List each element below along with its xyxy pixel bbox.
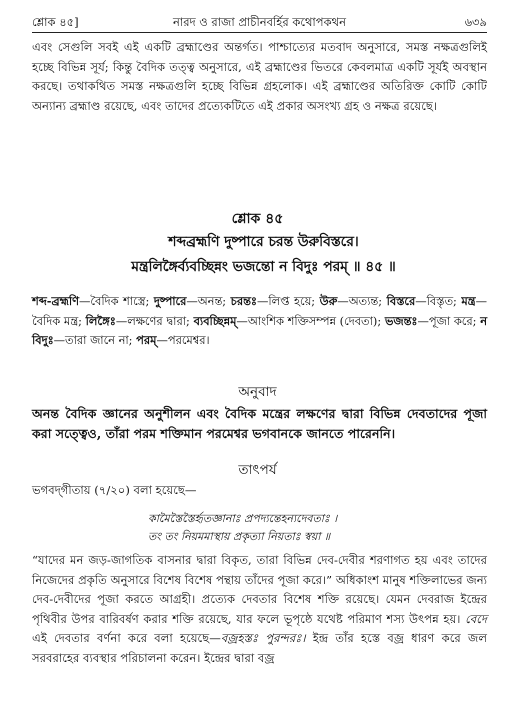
purport-text-a: “যাদের মন জড়-জাগতিক বাসনার দ্বারা বিকৃত, তারা বিভিন্ন দেব-দেবীর শরণাগত হয় এবং তাদের নিজেদের প্রকৃতি অনুসারে বিশেষ বিশেষ পন্থায় তাঁদের পূজা করে।” অধিকাংশ মানুষ শক্তিলাভের জন্য দেব-দেবীদের পূজা করতে আগ্রহী। প্রত্যেক দেবতার বিশেষ শক্তি রয়েছে। যেমন দেবরাজ ইন্দ্রের পৃথিবীর উপর বারিবর্ষণ করার শক্তি রয়েছে, যার ফলে ভূপৃষ্ঠে যথেষ্ট পরিমাণ শস্য উৎপন্ন হয়। [32,553,487,626]
gloss-meaning: —লিপ্ত হয়ে; [257,294,320,308]
gita-quote-line-2: তং তং নিয়মমাস্থায় প্রকৃত্যা নিয়তাঃ স্বয়া ॥ [148,530,331,543]
gloss-meaning: —বিস্তৃত; [415,294,462,308]
verse-title: শ্লোক ৪৫ [231,211,284,227]
gloss-word: চরন্তঃ [230,294,258,308]
gloss-meaning: —লক্ষণের দ্বারা; [115,313,194,328]
gloss-meaning: —পরমেশ্বর। [156,333,210,347]
gloss-meaning: —পূজা করে; [417,313,481,328]
gita-quote-line-1: কামৈস্তৈস্তৈর্হৃতজ্ঞানাঃ প্রপদ্যন্তেহন্যদেবতাঃ । [148,512,338,525]
indra-quote: বজ্রহস্তঃ পুরন্দরঃ। [220,631,306,645]
gloss-meaning: —বৈদিক মন্ত্র; [32,294,487,328]
gloss-word: ভজন্তঃ [384,313,418,328]
gloss-word: ন বিদুঃ [32,313,488,347]
purport-heading: তাৎপর্য [238,462,277,478]
purport-text-b: এই দেবতার বর্ণনা করে বলা হয়েছে— [32,631,221,645]
gloss-word: দুষ্পারে [153,294,187,308]
translation-text: অনন্ত বৈদিক জ্ঞানের অনুশীলন এবং বৈদিক মন্ত্রের লক্ষণের দ্বারা বিভিন্ন দেবতাদের পূজা করা সত্ত্বেও, তাঁরা পরম শক্তিমান পরমেশ্বর ভগবানকে জানতে পারেননি। [32,406,487,441]
verse-reference: শ্লোক ৪৫] [32,15,79,29]
page-header [32,12,487,33]
gloss-meaning: —আংশিক শক্তিসম্পন্ন (দেবতা); [236,313,385,328]
translation-heading: অনুবাদ [238,384,277,400]
page-number: ৬৩৯ [464,15,487,29]
gloss-meaning: —বৈদিক শাস্ত্রে; [78,294,154,308]
continued-paragraph: এবং সেগুলি সবই এই একটি ব্রহ্মাণ্ডের অন্তর্গত। পাশ্চাত্যের মতবাদ অনুসারে, সমস্ত নক্ষত্রগুলিই হচ্ছে বিভিন্ন সূর্য; কিন্তু বৈদিক তত্ত্ব অনুসারে, এই ব্রহ্মাণ্ডের ভিতরে কেবলমাত্র একটি সূর্যই অবস্থান করছে। তথাকথিত সমস্ত নক্ষত্রগুলি হচ্ছে বিভিন্ন গ্রহলোক। এই ব্রহ্মাণ্ডের অতিরিক্ত কোটি কোটি অন্যান্য ব্রহ্মাণ্ড রয়েছে, এবং তাদের প্রত্যেকটিতে এই প্রকার অসংখ্য গ্রহ ও নক্ষত্র রয়েছে। [32,40,487,113]
gloss-word: বিস্তরে [386,294,416,308]
gloss-meaning: —অত্যন্ত; [337,294,387,308]
purport-text-c: ইন্দ্র তাঁর হস্তে বজ্র ধারণ করে জল সরবরাহের ব্যবস্থার পরিচালনা করেন। ইন্দ্রের দ্বারা বজ্র [32,631,487,665]
word-for-word [32,292,487,351]
gloss-word: ব্যবচ্ছিন্নম্ [193,313,237,328]
chapter-title: নারদ ও রাজা প্রাচীনবর্হির কথোপকথন [173,15,346,29]
gloss-word: শব্দ-ব্রহ্মণি [32,294,79,308]
purport-intro: ভগবদ্‌গীতায় (৭/২০) বলা হয়েছে— [32,483,197,497]
vede-word: বেদে [465,611,487,626]
gloss-meaning: —অনন্ত; [186,294,231,308]
gloss-word: পরম্ [136,333,157,347]
verse-line-2: মন্ত্রলিঙ্গৈর্ব্যবচ্ছিন্নং ভজন্তো ন বিদুঃ পরম্ ॥ ৪৫ ॥ [131,259,396,275]
gloss-word: লিঙ্গৈঃ [85,313,116,328]
verse-line-1: শব্দব্রহ্মণি দুষ্পারে চরন্ত উরুবিস্তরে। [168,234,359,250]
purport-paragraph [32,551,487,668]
gloss-word: উরু [319,294,338,308]
gloss-meaning: —তারা জানে না; [53,333,137,347]
gloss-word: মন্ত্র [461,294,476,308]
